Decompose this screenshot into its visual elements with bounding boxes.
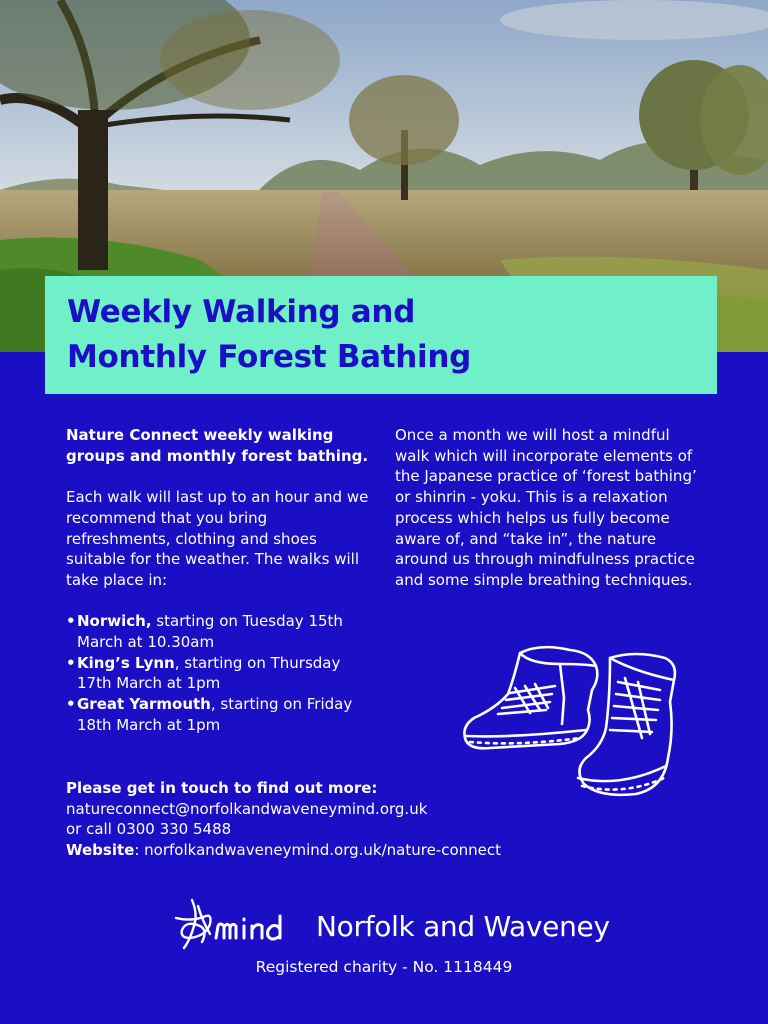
list-item: [66, 694, 376, 735]
intro-body: Each walk will last up to an hour and we recommend that you bring refreshments, clothing and shoes suitable for the weather. The walks will take place in:: [66, 488, 369, 589]
list-item: [66, 611, 376, 652]
mind-logo-icon: [172, 896, 310, 956]
title-line-1: Weekly Walking and: [67, 294, 416, 330]
list-item: [66, 653, 376, 694]
logo-org-name: Norfolk and Waveney: [316, 909, 610, 943]
intro-lead: Nature Connect weekly walking groups and monthly forest bathing.: [66, 426, 369, 465]
title-banner: [45, 276, 717, 394]
location-name: King’s Lynn: [77, 653, 175, 672]
contact-heading: Please get in touch to find out more:: [66, 779, 378, 797]
location-details: , starting on Friday 18th March at 1pm: [77, 695, 353, 734]
logo: [172, 898, 610, 954]
forest-bathing-text: Once a month we will host a mindful walk which will incorporate elements of the Japanese practice of ‘forest bathing’ or shinrin - yoku. This is a relaxation process which helps us fully become aware of, and “take in”, the nature around us through mindfulness practice and some simple breathing techniques.: [395, 426, 697, 589]
website-label: Website: [66, 841, 135, 860]
contact-phone: or call 0300 330 5488: [66, 820, 232, 839]
page-title: [67, 290, 695, 380]
left-column: [66, 425, 376, 736]
location-name: Great Yarmouth: [77, 695, 211, 714]
location-list: [66, 611, 376, 735]
location-details: , starting on Thursday 17th March at 1pm: [77, 653, 341, 693]
charity-number: Registered charity - No. 1118449: [255, 958, 513, 976]
right-column: [395, 425, 705, 591]
location-name: Norwich,: [77, 612, 152, 631]
location-details: starting on Tuesday 15th March at 10.30am: [77, 612, 343, 651]
title-line-2: Monthly Forest Bathing: [67, 339, 472, 375]
contact-website: [66, 840, 686, 861]
contact-email[interactable]: natureconnect@norfolkandwaveneymind.org.uk: [66, 799, 428, 818]
website-url[interactable]: : norfolkandwaveneymind.org.uk/nature-connect: [134, 841, 502, 860]
contact-block: [66, 778, 686, 861]
